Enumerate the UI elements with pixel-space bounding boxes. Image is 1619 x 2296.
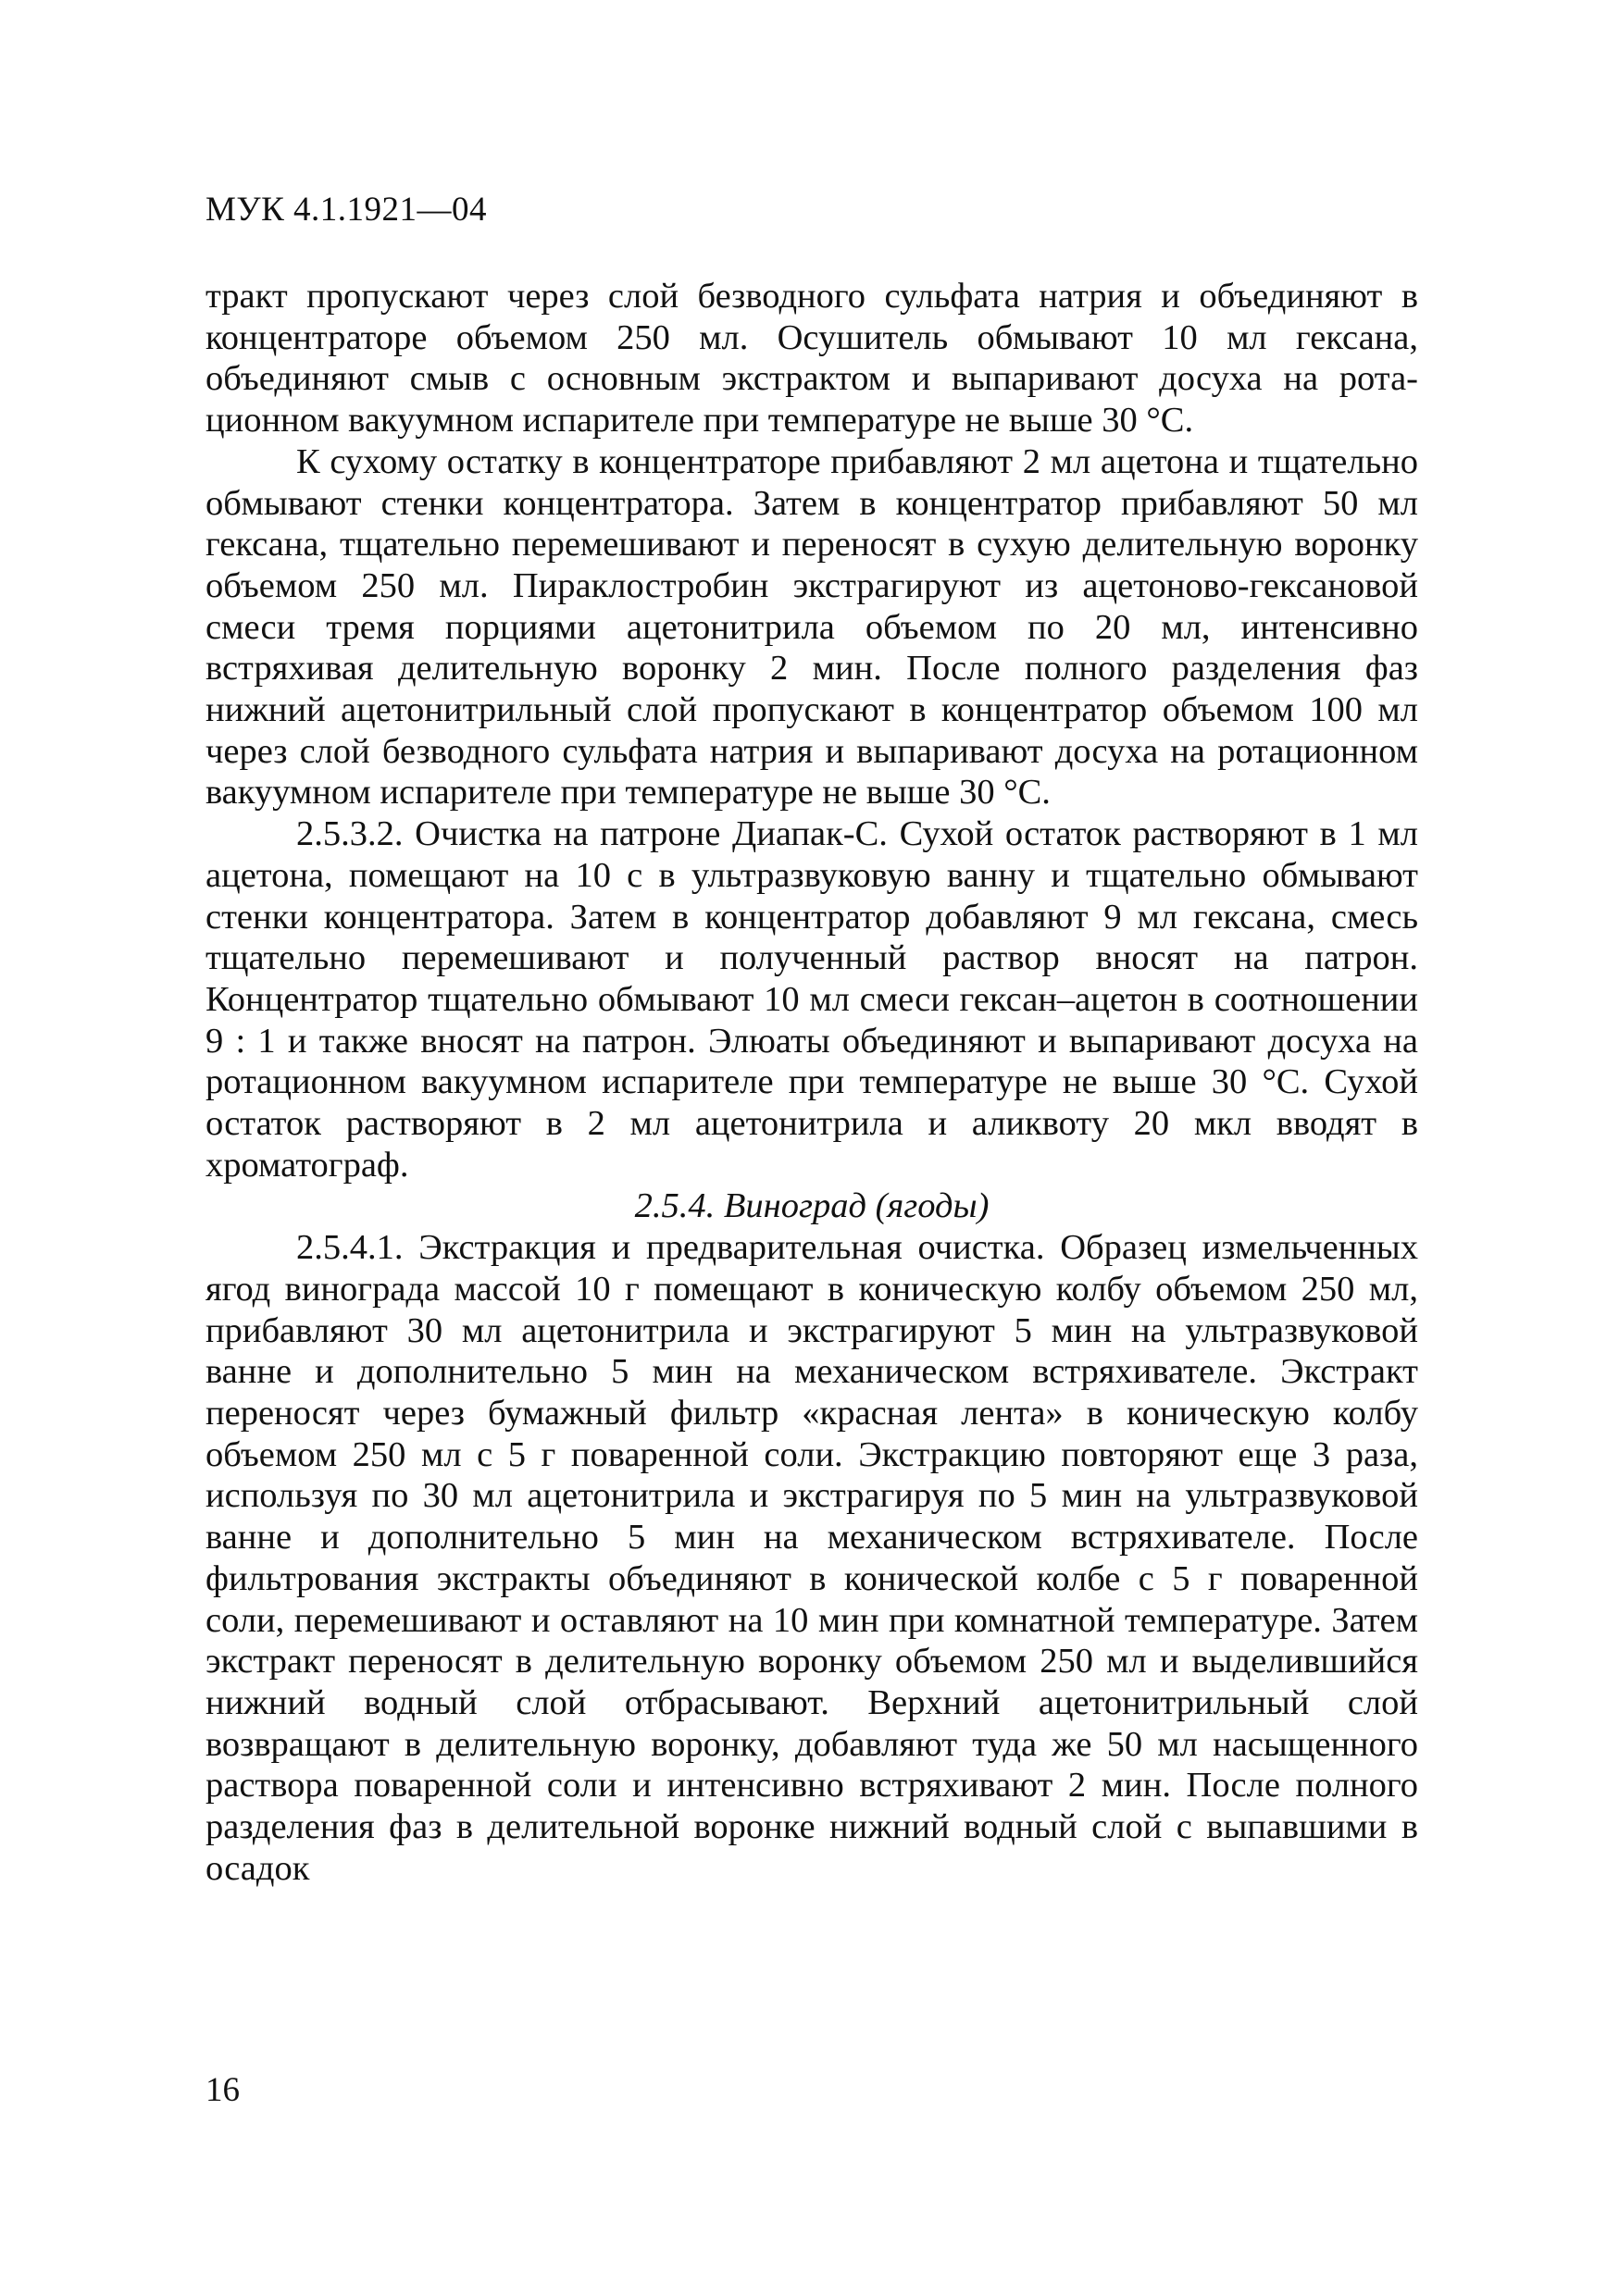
page-body xyxy=(205,276,1418,1889)
page-number: 16 xyxy=(205,2071,240,2109)
paragraph-cartridge-cleanup: 2.5.3.2. Очистка на патроне Диапак-С. Сухой остаток растворяют в 1 мл ацетона, помещают на 10 с в ультразвуковую ванну и тщательно обмывают стенки концентратора. Затем в концентратор добавляют 9 мл гексана, смесь тщательно перемешивают и полученный раствор вносят на патрон. Концентратор тщательно обмывают 10 мл смеси гексан–ацетон в соотношении 9 : 1 и также вносят на патрон. Элюаты объединяют и выпаривают досуха на ротационном вакуумном испарителе при температуре не выше 30 °С. Сухой остаток растворяют в 2 мл ацетонитрила и аликвоту 20 мкл вводят в хроматограф. xyxy=(205,814,1418,1185)
paragraph-continuation: тракт пропускают через слой безводного сульфата натрия и объединяют в концентраторе объемом 250 мл. Осушитель обмывают 10 мл гексана, объединяют смыв с основным экстрактом и выпаривают досуха на ротационном вакуумном испарителе при температуре не выше 30 °С. xyxy=(205,277,1418,441)
running-header: МУК 4.1.1921—04 xyxy=(205,191,488,229)
paragraph-grape-extraction: 2.5.4.1. Экстракция и предварительная очистка. Образец измельченных ягод винограда массой 10 г помещают в коническую колбу объемом 250 мл, прибавляют 30 мл ацетонитрила и экстрагируют 5 мин на ультразвуковой ванне и дополнительно 5 мин на механическом встряхивателе. Экстракт переносят через бумажный фильтр «красная лента» в коническую колбу объемом 250 мл с 5 г поваренной соли. Экстракцию повторяют еще 3 раза, используя по 30 мл ацетонитрила и экстрагируя по 5 мин на ультразвуковой ванне и дополнительно 5 мин на механическом встряхивателе. После фильтрования экстракты объединяют в конической колбе с 5 г поваренной соли, перемешивают и оставляют на 10 мин при комнатной температуре. Затем экстракт переносят в делительную воронку объемом 250 мл и выделившийся нижний водный слой отбрасывают. Верхний ацетонитрильный слой возвращают в делительную воронку, добавляют туда же 50 мл насыщенного раствора поваренной соли и интенсивно встряхивают 2 мин. После полного разделения фаз в делительной воронке нижний водный слой с выпавшими в осадок xyxy=(205,1228,1418,1888)
paragraph-acetone-treatment: К сухому остатку в концентраторе прибавляют 2 мл ацетона и тщательно обмывают стенки концентратора. Затем в концентратор прибавляют 50 мл гексана, тщательно перемешивают и переносят в сухую делительную воронку объемом 250 мл. Пираклостробин экстрагируют из ацетоново-гексановой смеси тремя порциями ацетонитрила объемом по 20 мл, интенсивно встряхивая делительную воронку 2 мин. После полного разделения фаз нижний ацетонитрильный слой пропускают в концентратор объемом 100 мл через слой безводного сульфата натрия и выпаривают досуха на ротационном вакуумном испарителе при температуре не выше 30 °С. xyxy=(205,441,1418,813)
section-subheading: 2.5.4. Виноград (ягоды) xyxy=(634,1186,990,1226)
